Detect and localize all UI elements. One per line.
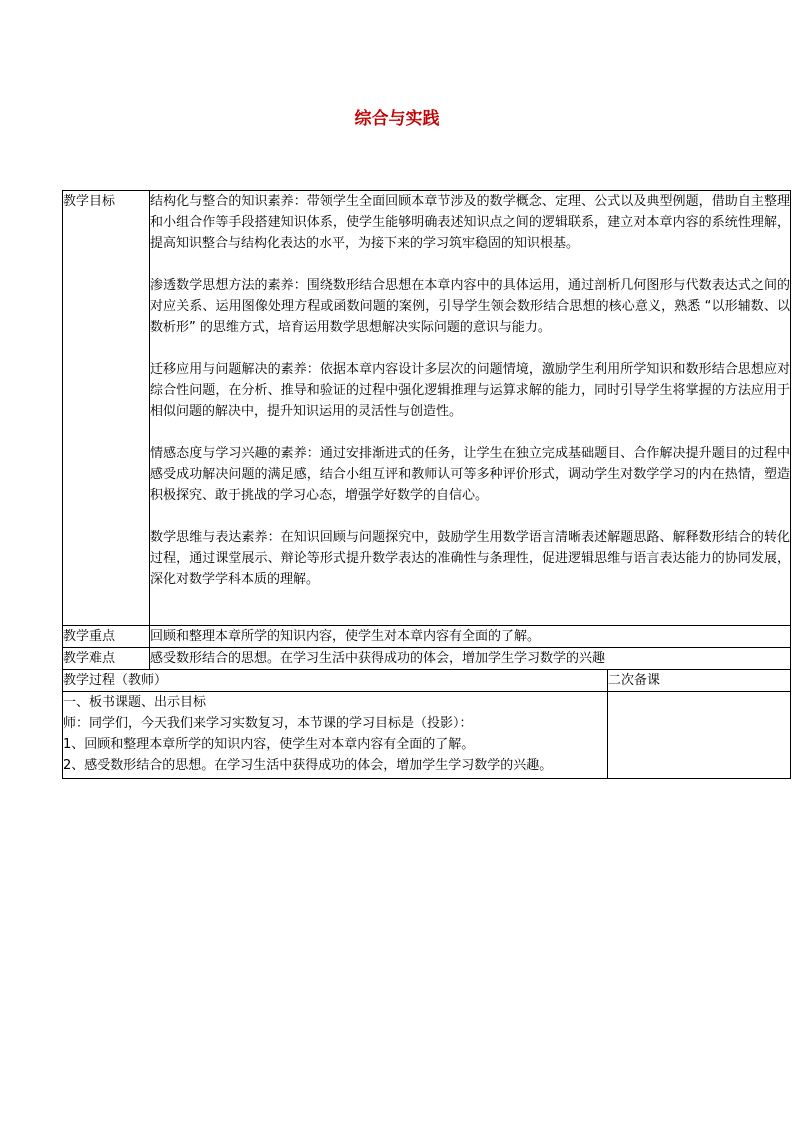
objective-paragraph: 迁移应用与问题解决的素养：依据本章内容设计多层次的问题情境，激励学生利用所学知识和数形结合思想应对综合性问题，在分析、推导和验证的过程中强化逻辑推理与运算求解的能力，同时引导学生将掌握的方法应用于相似问题的解决中，提升知识运用的灵活性与创造性。 bbox=[150, 362, 791, 419]
process-header: 教学过程（教师） bbox=[63, 670, 608, 692]
secondary-prep-header: 二次备课 bbox=[608, 670, 791, 692]
difficulties-row bbox=[63, 648, 791, 670]
secondary-prep-cell bbox=[608, 692, 791, 779]
process-line: 一、板书课题、出示目标 bbox=[63, 695, 207, 710]
process-header-row bbox=[63, 670, 791, 692]
difficulties-text: 感受数形结合的思想。在学习生活中获得成功的体会，增加学生学习数学的兴趣 bbox=[150, 648, 791, 670]
process-line: 2、感受数形结合的思想。在学习生活中获得成功的体会，增加学生学习数学的兴趣。 bbox=[63, 758, 553, 773]
objective-paragraph: 情感态度与学习兴趣的素养：通过安排渐进式的任务，让学生在独立完成基础题目、合作解决提升题目的过程中感受成功解决问题的满足感，结合小组互评和教师认可等多种评价形式，调动学生对数学学习的内在热情，塑造积极探究、敢于挑战的学习心态，增强学好数学的自信心。 bbox=[150, 446, 791, 503]
objectives-row bbox=[63, 191, 791, 626]
objectives-label: 教学目标 bbox=[63, 191, 150, 626]
process-line: 师：同学们，今天我们来学习实数复习，本节课的学习目标是（投影）： bbox=[63, 716, 473, 731]
objective-paragraph: 渗透数学思想方法的素养：围绕数形结合思想在本章内容中的具体运用，通过剖析几何图形与代数表达式之间的对应关系、运用图像处理方程或函数问题的案例，引导学生领会数形结合思想的核心意义，熟悉 “以形辅数、以数析形” 的思维方式，培育运用数学思想解决实际问题的意识与能力。 bbox=[150, 278, 791, 335]
key-points-label: 教学重点 bbox=[63, 626, 150, 648]
key-points-text: 回顾和整理本章所学的知识内容，使学生对本章内容有全面的了解。 bbox=[150, 626, 791, 648]
objective-paragraph: 数学思维与表达素养：在知识回顾与问题探究中，鼓励学生用数学语言清晰表述解题思路、解释数形结合的转化过程，通过课堂展示、辩论等形式提升数学表达的准确性与条理性，促进逻辑思维与语言表达能力的协同发展，深化对数学学科本质的理解。 bbox=[150, 530, 791, 587]
objectives-content bbox=[150, 191, 791, 626]
page-title: 综合与实践 bbox=[354, 109, 440, 129]
lesson-plan-table bbox=[62, 190, 791, 779]
process-content-row bbox=[63, 692, 791, 779]
process-line: 1、回顾和整理本章所学的知识内容，使学生对本章内容有全面的了解。 bbox=[63, 737, 475, 752]
key-points-row bbox=[63, 626, 791, 648]
difficulties-label: 教学难点 bbox=[63, 648, 150, 670]
objective-paragraph: 结构化与整合的知识素养：带领学生全面回顾本章节涉及的数学概念、定理、公式以及典型例题，借助自主整理和小组合作等手段搭建知识体系，使学生能够明确表述知识点之间的逻辑联系，建立对本章内容的系统性理解，提高知识整合与结构化表达的水平，为接下来的学习筑牢稳固的知识根基。 bbox=[150, 194, 791, 251]
process-content bbox=[63, 692, 608, 779]
